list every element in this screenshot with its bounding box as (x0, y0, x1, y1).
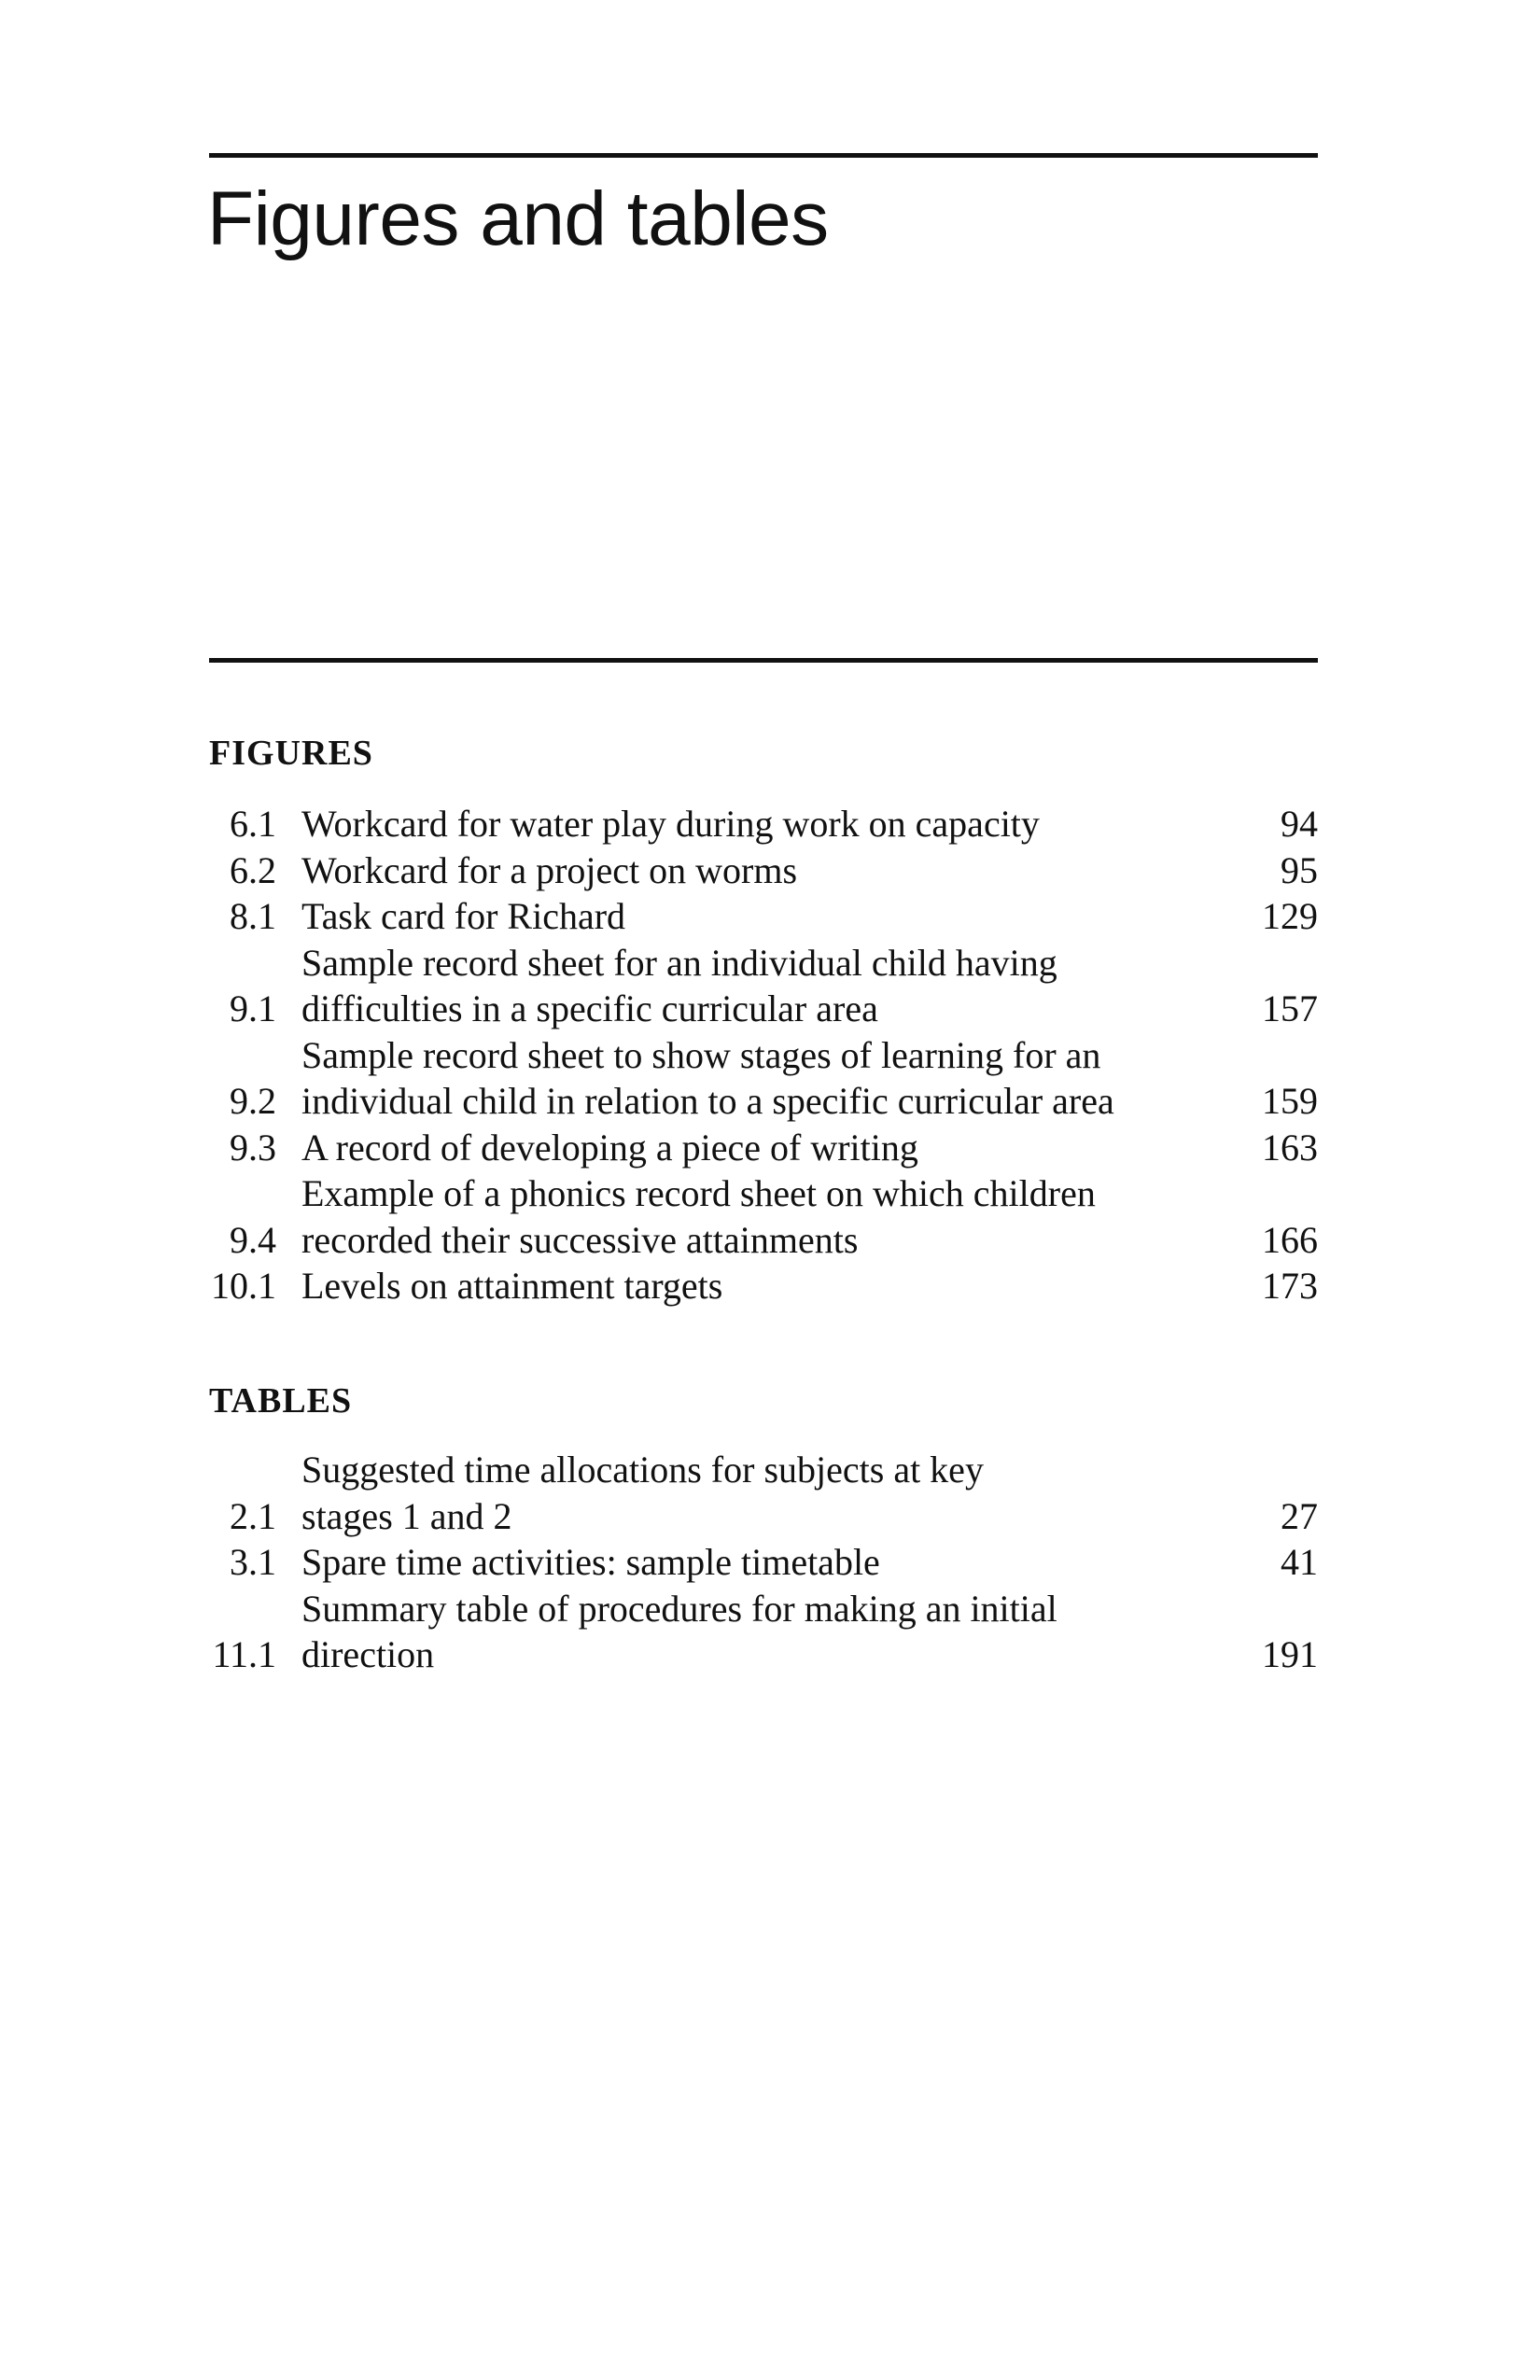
table-entry (209, 1586, 1318, 1678)
figure-title-line: individual child in relation to a specific curricular area (301, 1080, 1114, 1122)
figure-entry (209, 801, 1318, 847)
figure-page-number: 163 (1262, 1126, 1318, 1169)
figure-title (276, 847, 1281, 894)
figure-title-line: Workcard for a project on worms (301, 848, 798, 891)
figure-page-number: 166 (1262, 1218, 1318, 1261)
figure-title (276, 1170, 1262, 1263)
table-entry (209, 1539, 1318, 1586)
table-page-number: 191 (1262, 1633, 1318, 1675)
figure-page-number: 129 (1262, 895, 1318, 937)
tables-list (209, 1447, 1318, 1678)
figure-number: 6.2 (230, 848, 276, 891)
top-rule (209, 153, 1318, 158)
figures-list (209, 801, 1318, 1309)
figure-title-line: recorded their successive attainments (301, 1218, 859, 1261)
table-title-line: Summary table of procedures for making an initial (301, 1587, 1057, 1630)
figures-heading: FIGURES (209, 734, 373, 773)
figure-title (276, 801, 1281, 847)
figure-page-number: 94 (1281, 803, 1318, 845)
figure-entry (209, 1125, 1318, 1171)
table-entry (209, 1447, 1318, 1539)
table-page-number: 27 (1281, 1494, 1318, 1537)
figure-title (276, 893, 1262, 940)
table-title (276, 1586, 1262, 1678)
figure-title (276, 1263, 1262, 1309)
table-title (276, 1447, 1281, 1539)
figure-title (276, 1032, 1262, 1125)
table-title (276, 1539, 1281, 1586)
figure-entry (209, 1032, 1318, 1125)
figure-title-line: Sample record sheet for an individual child having (301, 941, 1057, 984)
table-title-line: Suggested time allocations for subjects at key (301, 1449, 984, 1491)
figure-entry (209, 1170, 1318, 1263)
table-title-line: direction (301, 1633, 435, 1675)
figure-entry (209, 893, 1318, 940)
figure-entry (209, 940, 1318, 1032)
figure-title-line: Levels on attainment targets (301, 1265, 723, 1307)
figure-title-line: Workcard for water play during work on capacity (301, 803, 1040, 845)
figure-page-number: 159 (1262, 1080, 1318, 1122)
table-number: 2.1 (230, 1494, 276, 1537)
figure-title-line: Sample record sheet to show stages of learning for an (301, 1033, 1101, 1076)
table-number: 3.1 (230, 1541, 276, 1583)
figure-title (276, 940, 1262, 1032)
figure-number: 8.1 (230, 895, 276, 937)
table-page-number: 41 (1281, 1541, 1318, 1583)
figure-page-number: 95 (1281, 848, 1318, 891)
figure-number: 9.2 (230, 1080, 276, 1122)
figure-page-number: 173 (1262, 1265, 1318, 1307)
page-title: Figures and tables (207, 176, 829, 261)
section-rule (209, 658, 1318, 663)
figure-title (276, 1125, 1262, 1171)
table-title-line: Spare time activities: sample timetable (301, 1541, 880, 1583)
figure-title-line: A record of developing a piece of writing (301, 1126, 918, 1169)
table-title-line: stages 1 and 2 (301, 1494, 512, 1537)
table-number: 11.1 (212, 1633, 276, 1675)
figure-entry (209, 847, 1318, 894)
figure-number: 6.1 (230, 803, 276, 845)
figure-number: 9.3 (230, 1126, 276, 1169)
figure-entry (209, 1263, 1318, 1309)
tables-heading: TABLES (209, 1381, 353, 1421)
figure-number: 10.1 (211, 1265, 276, 1307)
figure-title-line: Example of a phonics record sheet on which children (301, 1172, 1096, 1214)
figure-title-line: Task card for Richard (301, 895, 626, 937)
figure-page-number: 157 (1262, 987, 1318, 1029)
figure-number: 9.4 (230, 1218, 276, 1261)
figure-title-line: difficulties in a specific curricular area (301, 987, 878, 1029)
figure-number: 9.1 (230, 987, 276, 1029)
